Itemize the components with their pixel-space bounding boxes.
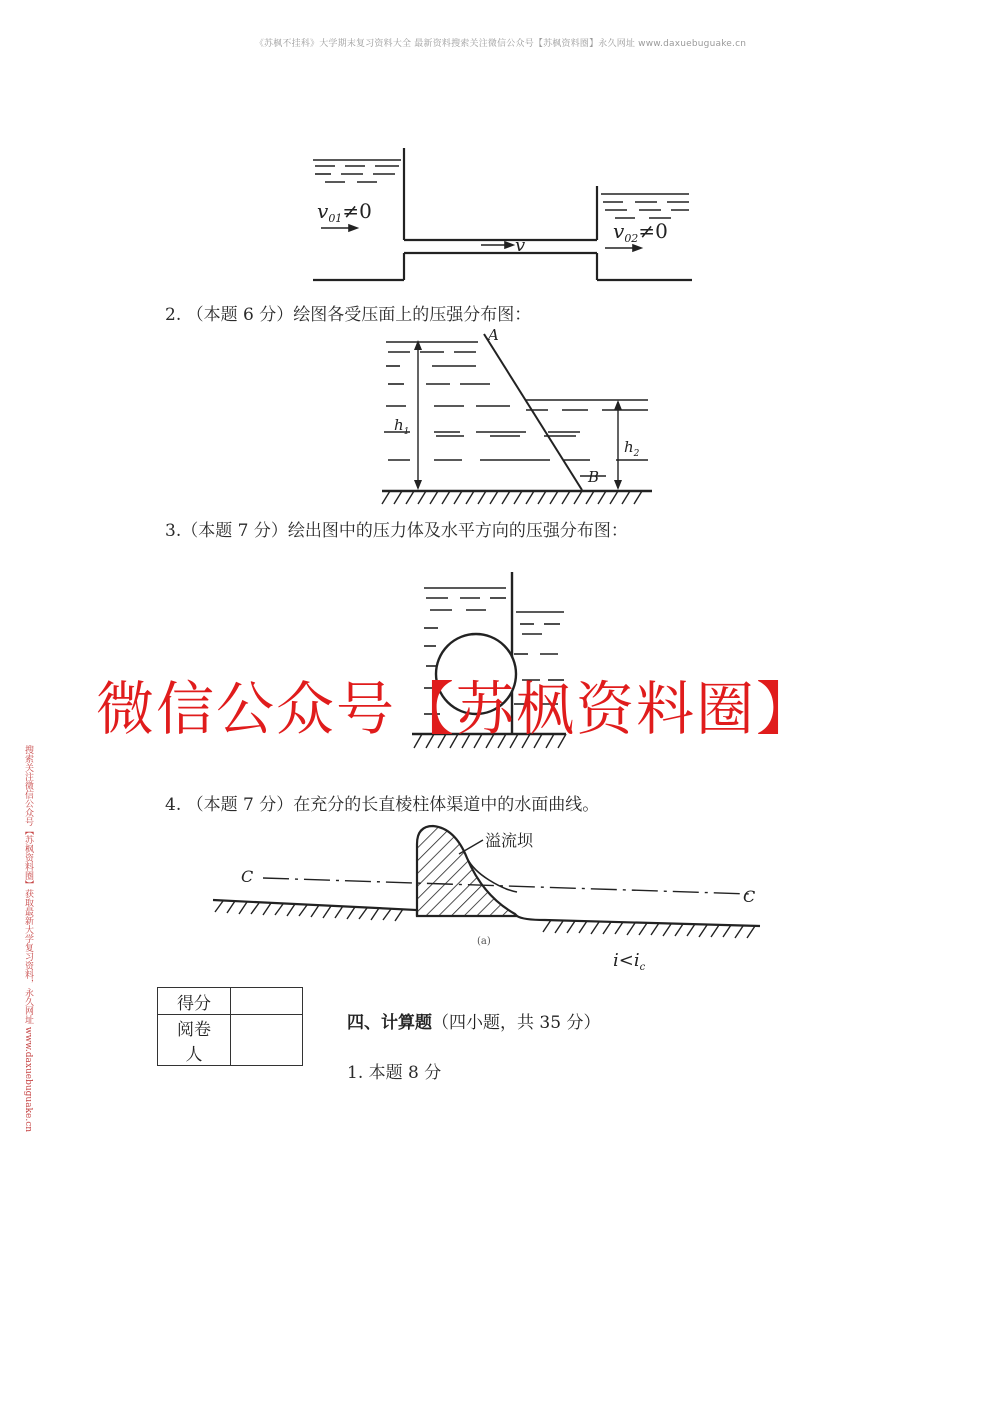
- v01-neq: ≠0: [342, 199, 372, 223]
- v-symbol: v: [515, 235, 526, 256]
- score-table: [157, 987, 303, 1066]
- line-C-left-label: C: [241, 867, 254, 886]
- v01-symbol: v: [317, 199, 329, 223]
- slope-ic-subscript: c: [639, 962, 646, 973]
- svg-text:h1: [394, 416, 409, 437]
- section-4-title: 四、计算题（四小题，共 35 分）: [347, 1013, 601, 1033]
- svg-text:i<ic: [613, 950, 646, 973]
- h2-symbol: h: [624, 438, 634, 456]
- point-A-label: A: [488, 328, 499, 344]
- reviewer-cell[interactable]: [231, 1015, 303, 1066]
- figure-overflow-dam: [205, 818, 775, 978]
- h1-symbol: h: [394, 416, 404, 434]
- page-header: 《苏枫不挂科》大学期末复习资料大全 最新资料搜索关注微信公众号【苏枫资料圈】永久网址 www.daxuebuguake.cn: [254, 39, 747, 49]
- sidebar-watermark: 搜索关注微信公众号【苏枫资料圈】获取最新大学复习资料，永久网址 www.daxuebuguake.cn: [23, 745, 33, 1133]
- point-B-label: B: [588, 468, 600, 486]
- svg-text:v02≠0: [613, 219, 668, 245]
- v01-subscript: 01: [328, 212, 343, 225]
- v02-subscript: 02: [624, 232, 639, 245]
- v02-neq: ≠0: [638, 219, 668, 243]
- slope-less-than: <: [618, 950, 634, 971]
- score-label: 得分: [158, 988, 231, 1015]
- figure-inclined-gate: [380, 328, 660, 508]
- dam-label: 溢流坝: [485, 831, 534, 850]
- question-4-1-text: 1. 本题 8 分: [347, 1063, 442, 1083]
- figure-mark: (a): [477, 936, 491, 947]
- reviewer-label: 阅卷 人: [158, 1015, 231, 1066]
- question-4-text: 4. （本题 7 分）在充分的长直棱柱体渠道中的水面曲线。: [165, 795, 600, 815]
- svg-text:h2: [624, 438, 640, 459]
- watermark-overlay: 微信公众号【苏枫资料圈】: [96, 675, 817, 743]
- score-cell[interactable]: [231, 988, 303, 1015]
- h1-subscript: 1: [403, 427, 410, 437]
- question-3-text: 3.（本题 7 分）绘出图中的压力体及水平方向的压强分布图：: [165, 521, 628, 541]
- slope-ic: i: [633, 950, 640, 971]
- question-2-text: 2. （本题 6 分）绘图各受压面上的压强分布图：: [165, 305, 532, 325]
- h2-subscript: 2: [633, 449, 640, 459]
- v02-symbol: v: [613, 219, 625, 243]
- svg-text:v01≠0: [317, 199, 372, 225]
- line-C-right-label: C: [743, 887, 756, 906]
- figure-pipe-reservoirs: [305, 148, 700, 286]
- slope-i: i: [613, 950, 619, 971]
